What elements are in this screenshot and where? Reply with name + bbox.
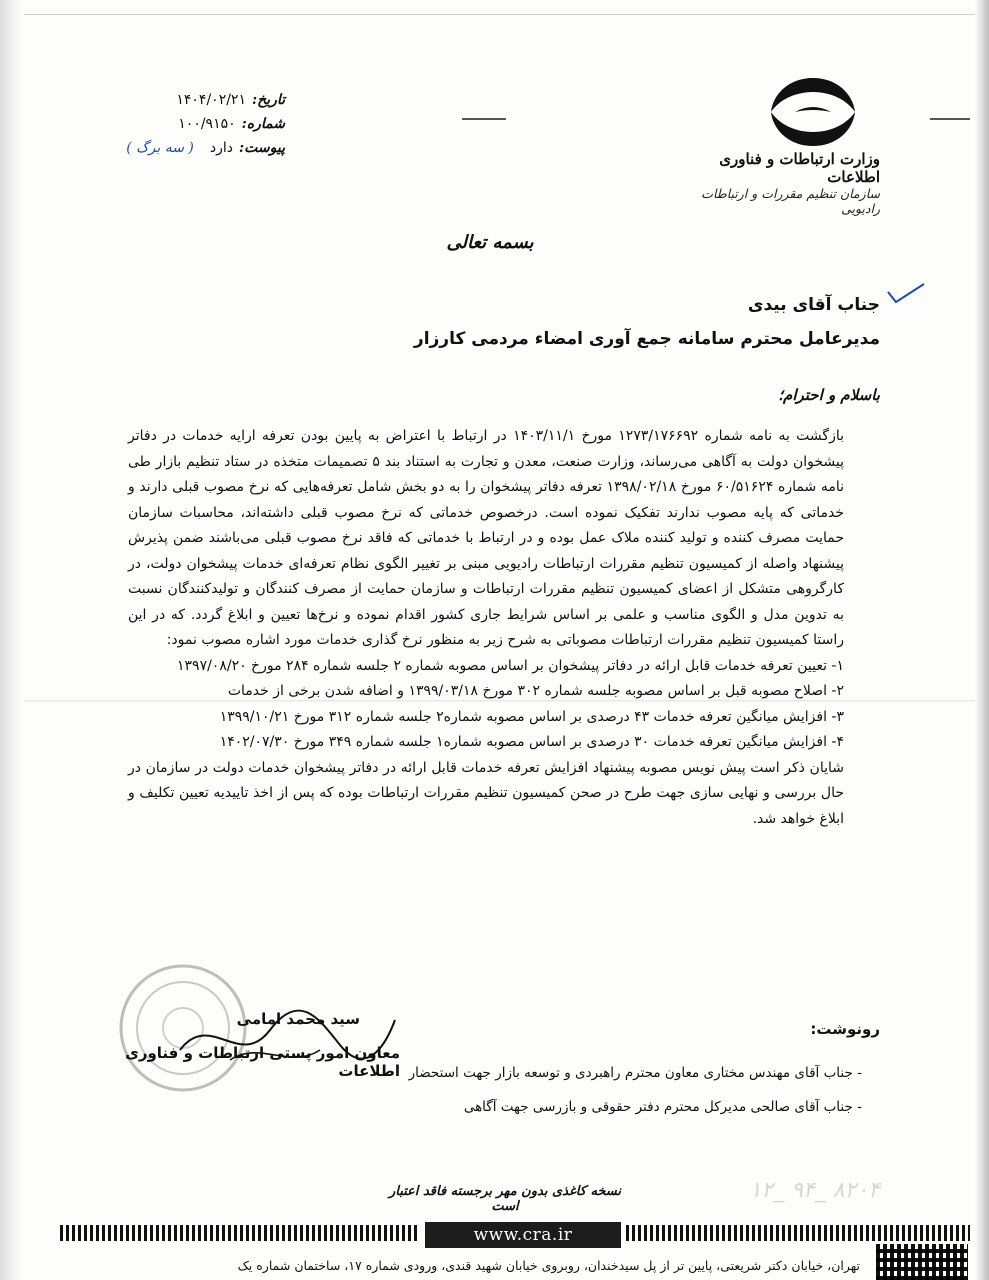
date-label: تاریخ: (251, 92, 285, 108)
greeting: باسلام و احترام؛ (778, 386, 880, 404)
cc-list (400, 1056, 862, 1124)
signatory-title: معاون امور پستی ارتباطات و فناوری اطلاعات (125, 1044, 400, 1080)
meta-number-row (105, 112, 285, 136)
scan-edge-left (0, 0, 24, 1280)
resolutions-list (128, 654, 844, 756)
addressee-position: مدیرعامل محترم سامانه جمع آوری امضاء مردمی کارزار (413, 329, 880, 349)
header-dash-mark (930, 118, 970, 120)
header-dash-mark (462, 118, 506, 120)
addressee-name: جناب آقای بیدی (747, 295, 880, 315)
faded-reference-number: ۱۲_ ۹۴_ ۸۲۰۴ (749, 1178, 880, 1203)
list-item: - جناب آقای صالحی مدیرکل محترم دفتر حقوقی و بازرسی جهت آگاهی (463, 1099, 862, 1115)
meta-date-row (105, 88, 285, 112)
body-closing: شایان ذکر است پیش نویس مصوبه پیشنهاد افزایش تعرفه خدمات قابل ارائه در دفاتر پیشخوان خدمات دولت در سازمان در حال بررسی و نهایی سازی جهت طرح در صحن کمیسیون تنظیم مقررات ارتباطات بوده که پس از اخذ تاییدیه تعیین تکلیف و ابلاغ خواهد شد. (128, 759, 844, 827)
footer-hatch-left (60, 1225, 420, 1241)
footer-hatch-right (626, 1225, 970, 1241)
body-paragraph: بازگشت به نامه شماره ۱۲۷۳/۱۷۶۶۹۲ مورخ ۱۴۰۳/۱۱/۱ در ارتباط با اعتراض به پایین بودن تعرفه ارایه خدمات در دفاتر پیشخوان دولت به آگاهی می‌رساند، وزارت صنعت، معدن و تجارت به استناد بند ۵ تصمیمات متخذه در ستاد تنظیم بازار طی نامه شماره ۶۰/۵۱۶۲۴ مورخ ۱۳۹۸/۰۲/۱۸ تعرفه دفاتر پیشخوان را به دو بخش شامل تعرفه‌هایی که نرخ مصوب قبلی دارند و خدماتی که پایه مصوب ندارند تفکیک نموده است. درخصوص خدماتی که نرخ مصوب قبلی داشته‌اند، محاسبات سازمان حمایت مصرف کننده و تولید کننده ملاک عمل بوده و در ارتباط با خدماتی که فاقد نرخ مصوب قبلی می‌باشند ضمن پذیرش پیشنهاد واصله از کمیسیون تنظیم مقررات ارتباطات رادیویی مبنی بر تغییر الگوی نظام تعرفه‌ای خدمات پیشخوان دولت، در کارگروهی متشکل از اعضای کمیسیون تنظیم مقررات ارتباطات و سازمان حمایت از مصرف کنندگان و تولیدکنندگان نسبت به تدوین مدل و الگوی مناسب و علمی بر اساس شرایط جاری کشور اقدام نموده و نرخ‌ها تعیین و ابلاغ گردد. که در این راستا کمیسیون تنظیم مقررات ارتباطات مصوباتی به شرح زیر به منظور نرخ گذاری خدمات مورد اشاره مصوب نمود: (128, 428, 844, 648)
list-item: ۴- افزایش میانگین تعرفه خدمات ۳۰ درصدی بر اساس مصوبه شماره۱ جلسه شماره ۳۴۹ مورخ ۱۴۰۲/۰۷/۳۰ (219, 734, 844, 750)
qr-code-icon (876, 1244, 968, 1280)
letter-meta (105, 88, 285, 160)
list-item: ۱- تعیین تعرفه خدمات قابل ارائه در دفاتر پیشخوان بر اساس مصوبه شماره ۲ جلسه شماره ۲۸۴ مورخ ۱۳۹۷/۰۸/۲۰ (177, 657, 844, 674)
signatory-name: سید محمد امامی (236, 1010, 360, 1028)
meta-attachment-row (105, 136, 285, 160)
scan-edge-right (975, 0, 989, 1280)
date-value: ۱۴۰۴/۰۲/۲۱ (176, 92, 246, 108)
copy-validity-note: نسخه کاغذی بدون مهر برجسته فاقد اعتبار است (388, 1184, 622, 1214)
letter-body (128, 424, 844, 832)
website-link[interactable]: www.cra.ir (425, 1222, 621, 1248)
attachment-label: پیوست: (239, 140, 285, 156)
number-value: ۱۰۰/۹۱۵۰ (178, 116, 236, 132)
number-label: شماره: (241, 116, 285, 132)
office-address: تهران، خیابان دکتر شریعتی، پایین تر از پل سیدخندان، روبروی خیابان شهید قندی، ورودی شماره ۱۷، ساختمان شماره یک (237, 1258, 860, 1273)
blue-check-icon (886, 282, 926, 304)
list-item: ۲- اصلاح مصوبه قبل بر اساس مصوبه جلسه شماره ۳۰۲ مورخ ۱۳۹۹/۰۳/۱۸ و اضافه شدن برخی از خدمات (227, 683, 844, 699)
attachment-handwritten-note: ( سه برگ ) (126, 140, 194, 156)
scan-top-edge (24, 14, 975, 15)
list-item: - جناب آقای مهندس مختاری معاون محترم راهبردی و توسعه بازار جهت استحضار (408, 1065, 862, 1081)
ministry-name: وزارت ارتباطات و فناوری اطلاعات (719, 150, 880, 186)
list-item: ۳- افزایش میانگین تعرفه خدمات ۴۳ درصدی بر اساس مصوبه شماره۲ جلسه شماره ۳۱۲ مورخ ۱۳۹۹/۱۰/۲۱ (219, 708, 844, 725)
cc-title: رونوشت: (810, 1020, 880, 1038)
addressee-block (140, 288, 880, 356)
cra-logo-icon (765, 72, 861, 152)
attachment-value: دارد (209, 140, 233, 156)
bismillah: بسمه تعالی (446, 232, 534, 253)
organization-name: سازمان تنظیم مقررات و ارتباطات رادیویی (701, 186, 880, 216)
